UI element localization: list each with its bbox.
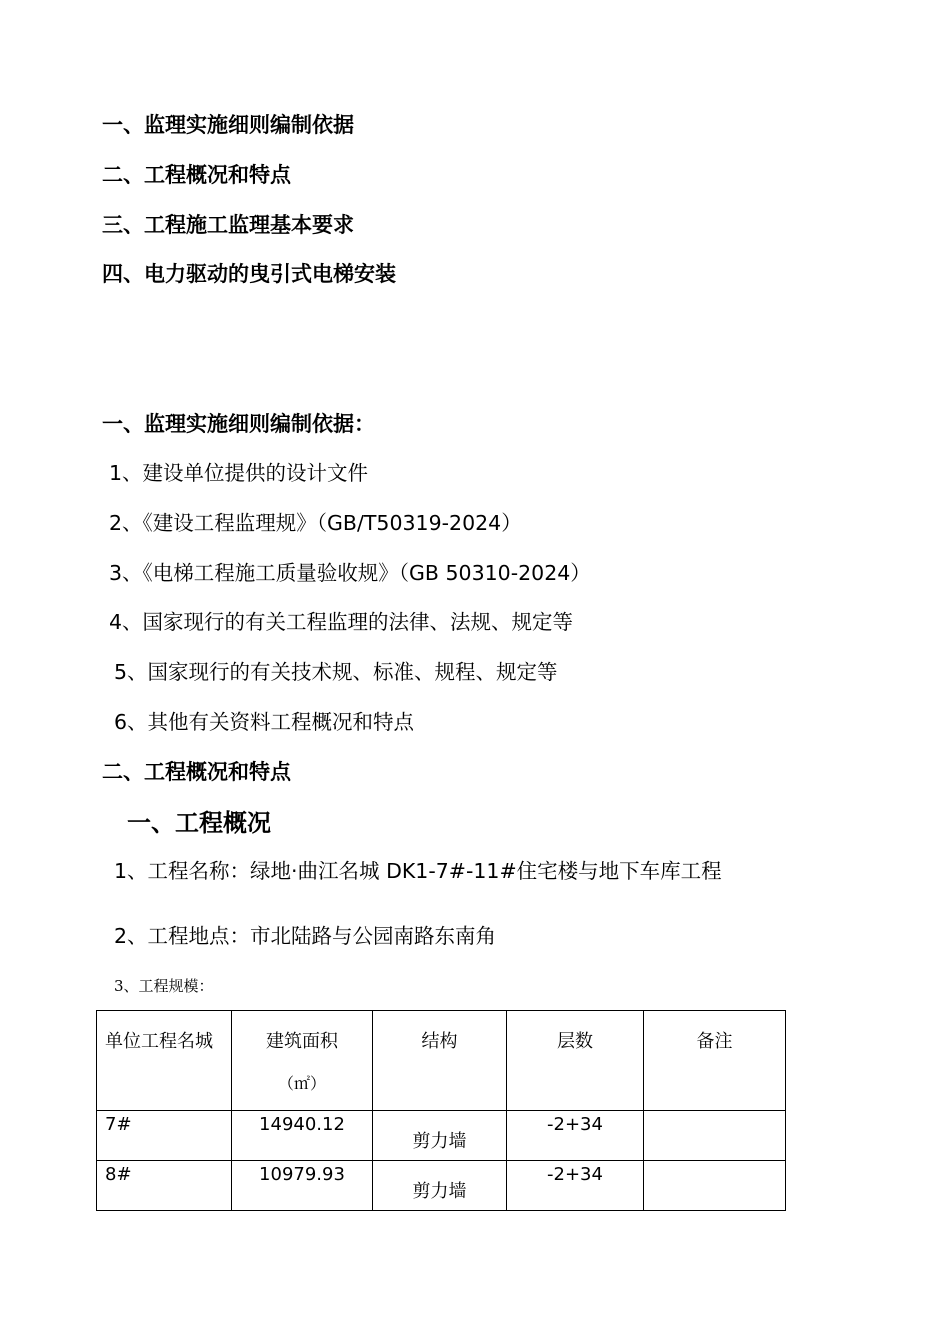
toc-item-1: 一、监理实施细则编制依据	[102, 113, 354, 137]
cell-area: 14940.12	[232, 1111, 373, 1161]
cell-area: 10979.93	[232, 1161, 373, 1211]
header-cell-note: 备注	[644, 1011, 786, 1111]
cell-floors: -2+34	[507, 1161, 644, 1211]
toc-item-3: 三、工程施工监理基本要求	[102, 213, 354, 237]
project-site-line: 2、工程地点：市北陆路与公园南路东南角	[114, 924, 497, 948]
header-cell-name: 单位工程名城	[97, 1011, 232, 1111]
cell-note	[644, 1161, 786, 1211]
table-header-row	[97, 1011, 786, 1111]
section1-title: 一、监理实施细则编制依据：	[102, 412, 375, 436]
project-scale-table	[96, 1010, 786, 1211]
basis-item-5: 5、国家现行的有关技术规、标准、规程、规定等	[114, 660, 558, 684]
section2-title: 二、工程概况和特点	[102, 760, 291, 784]
cell-note	[644, 1111, 786, 1161]
area-unit: （㎡）	[277, 1074, 326, 1093]
overview-subtitle: 一、工程概况	[127, 809, 271, 837]
header-cell-area: 建筑面积 （㎡）	[232, 1011, 373, 1111]
toc-item-2: 二、工程概况和特点	[102, 163, 291, 187]
toc-item-4: 四、电力驱动的曳引式电梯安装	[102, 262, 396, 286]
header-cell-structure: 结构	[373, 1011, 507, 1111]
cell-structure: 剪力墙	[373, 1111, 507, 1161]
cell-floors: -2+34	[507, 1111, 644, 1161]
basis-item-1: 1、建设单位提供的设计文件	[109, 461, 369, 485]
basis-item-3: 3、《电梯工程施工质量验收规》（GB 50310-2024）	[109, 561, 591, 585]
project-name-line: 1、工程名称：绿地·曲江名城 DK1-7#-11#住宅楼与地下车库工程	[114, 859, 722, 883]
header-cell-floors: 层数	[507, 1011, 644, 1111]
table-row	[97, 1111, 786, 1161]
basis-item-6: 6、其他有关资料工程概况和特点	[114, 710, 415, 734]
project-scale-label: 3、工程规模：	[114, 977, 214, 995]
table-row	[97, 1161, 786, 1211]
cell-structure: 剪力墙	[373, 1161, 507, 1211]
cell-name: 7#	[97, 1111, 232, 1161]
basis-item-2: 2、《建设工程监理规》（GB/T50319-2024）	[109, 511, 522, 535]
basis-item-4: 4、国家现行的有关工程监理的法律、法规、规定等	[109, 610, 574, 634]
cell-name: 8#	[97, 1161, 232, 1211]
